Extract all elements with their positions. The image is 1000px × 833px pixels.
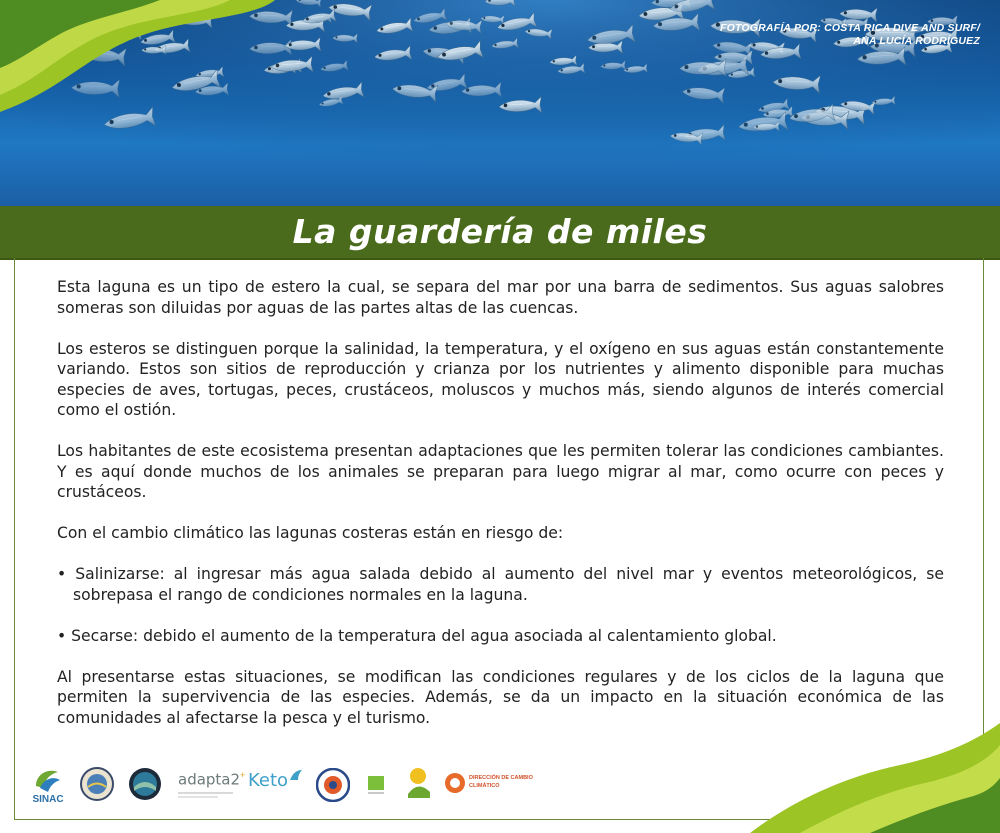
sinac-logo [30, 766, 66, 806]
green-square-logo [366, 774, 386, 803]
round-seal-logo-3 [316, 768, 350, 807]
bullet-secarse: • Secarse: debido el aumento de la temperatura del agua asociada al calentamiento global. [57, 626, 777, 645]
keto-label: Keto [248, 770, 289, 791]
adapta2-plus: + [240, 770, 246, 780]
paragraph-habitantes: Los habitantes de este ecosistema presentan adaptaciones que les permiten tolerar las condiciones cambiantes. Y es aquí donde muchos de los animales se preparan para luego migrar al mar, como ocurre con peces y crustáceos. [57, 442, 944, 501]
sinac-label: SINAC [32, 794, 64, 805]
adapta2-logo [178, 770, 248, 798]
bottom-right-wave-decoration [730, 723, 1000, 833]
keto-logo [248, 770, 304, 791]
partner-logos [30, 764, 533, 806]
fundecooperacion-logo [404, 766, 434, 807]
round-seal-logo-2 [128, 767, 162, 806]
round-seal-logo-1 [80, 767, 114, 806]
adapta2-label: adapta2 [178, 770, 241, 789]
paragraph-intro: Esta laguna es un tipo de estero la cual, se separa del mar por una barra de sedimentos. Sus aguas salobres someras son diluidas por aguas de las partes altas de las cuencas. [57, 278, 944, 317]
title-banner [0, 206, 1000, 260]
cambio-climatico-label: DIRECCIÓN DE CAMBIO CLIMÁTICO [469, 775, 533, 789]
bullet-salinizarse: • Salinizarse: al ingresar más agua salada debido al aumento del nivel mar y eventos meteorológicos, se sobrepasa el rango de condiciones normales en la laguna. [57, 565, 944, 604]
page-title: La guardería de miles [292, 212, 708, 251]
photo-credit: FOTOGRAFÍA POR: COSTA RICA DIVE AND SURF/ ANA LUCÍA RODRÍGUEZ [720, 22, 981, 47]
paragraph-esteros: Los esteros se distinguen porque la salinidad, la temperatura, y el oxígeno en sus aguas están constantemente variando. Estos son sitios de reproducción y crianza por los nutrientes y alimento disponible para muchas especies de aves, tortugas, peces, crustáceos, moluscos y muchos más, siendo algunos de interés comercial como el ostión. [57, 339, 944, 419]
paragraph-riesgo: Con el cambio climático las lagunas costeras están en riesgo de: [57, 524, 564, 542]
top-left-wave-decoration [0, 0, 280, 130]
article-body [57, 277, 944, 749]
paragraph-closing: Al presentarse estas situaciones, se modifican las condiciones regulares y de los ciclos de la laguna que permiten la supervivencia de las especies. Además, se da un impacto en la situación económica de las comunidades al afectarse la pesca y el turismo. [57, 667, 944, 727]
